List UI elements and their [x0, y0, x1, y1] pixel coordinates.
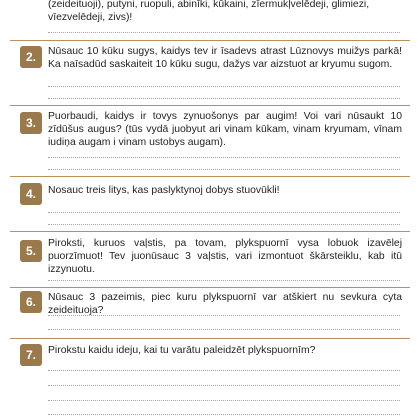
- answer-line: [48, 315, 400, 316]
- question-number-badge: 7.: [20, 344, 42, 366]
- answer-line: [48, 32, 400, 33]
- section-divider: [10, 176, 410, 177]
- section-divider: [10, 231, 410, 232]
- answer-line: [48, 280, 400, 281]
- question-text: Nūsauc 10 kūku sugys, kaidys tev ir īsadevs atrast Lūznovys muižys parkā! Ka naīsadūd saskaiteit 10 kūku sugu, dažys var aizstuot ar kryumu sugom.: [48, 46, 402, 71]
- intro-text: (zeideituoji), putyni, ruopuli, abinīki, kūkaini, zīermukļvelēdeji, glimiezi, vīezvelēdeji, zivs)!: [48, 0, 370, 23]
- answer-line: [48, 224, 400, 225]
- answer-line: [48, 370, 400, 371]
- question-text: Piroksti, kuruos vaļstis, pa tovam, plykspuornī vysa lobuok izavēlej puorzīmuot! Tev juonūsauc 3 vaļstis, vari izmontuot škārsteiklu, kab itū izzynuotu.: [48, 238, 402, 276]
- question-number-badge: 4.: [20, 183, 42, 205]
- section-divider: [10, 105, 410, 106]
- question-text: Nosauc treis litys, kas paslyktynoj dobys stuovūkli!: [48, 185, 280, 196]
- question-number-badge: 5.: [20, 240, 42, 262]
- question-text: Puorbaudi, kaidys ir tovys zynuošonys par augim! Voi vari nūsaukt 10 zīdūšus augus? (tūs vydā juobyut ari vinam kūkam, vinam kryumam, vīnam iudiņa augam i vinam ustobys augam).: [48, 111, 402, 149]
- question-number-badge: 6.: [20, 291, 42, 313]
- answer-line: [48, 414, 400, 415]
- answer-line: [48, 169, 400, 170]
- answer-line: [48, 212, 400, 213]
- answer-line: [48, 86, 400, 87]
- answer-line: [48, 400, 400, 401]
- question-number-badge: 3.: [20, 112, 42, 134]
- section-divider: [10, 287, 410, 288]
- question-number-badge: 2.: [20, 46, 42, 68]
- section-divider: [10, 338, 410, 339]
- answer-line: [48, 98, 400, 99]
- answer-line: [48, 385, 400, 386]
- answer-line: [48, 329, 400, 330]
- section-divider: [10, 40, 410, 41]
- question-text: Nūsauc 3 pazeimis, piec kuru plykspuornī var atškiert nu sevkura cyta zeideituoja?: [48, 292, 402, 317]
- question-text: Pirokstu kaidu ideju, kai tu varātu paleidzēt plykspuornīm?: [48, 345, 316, 356]
- answer-line: [48, 157, 400, 158]
